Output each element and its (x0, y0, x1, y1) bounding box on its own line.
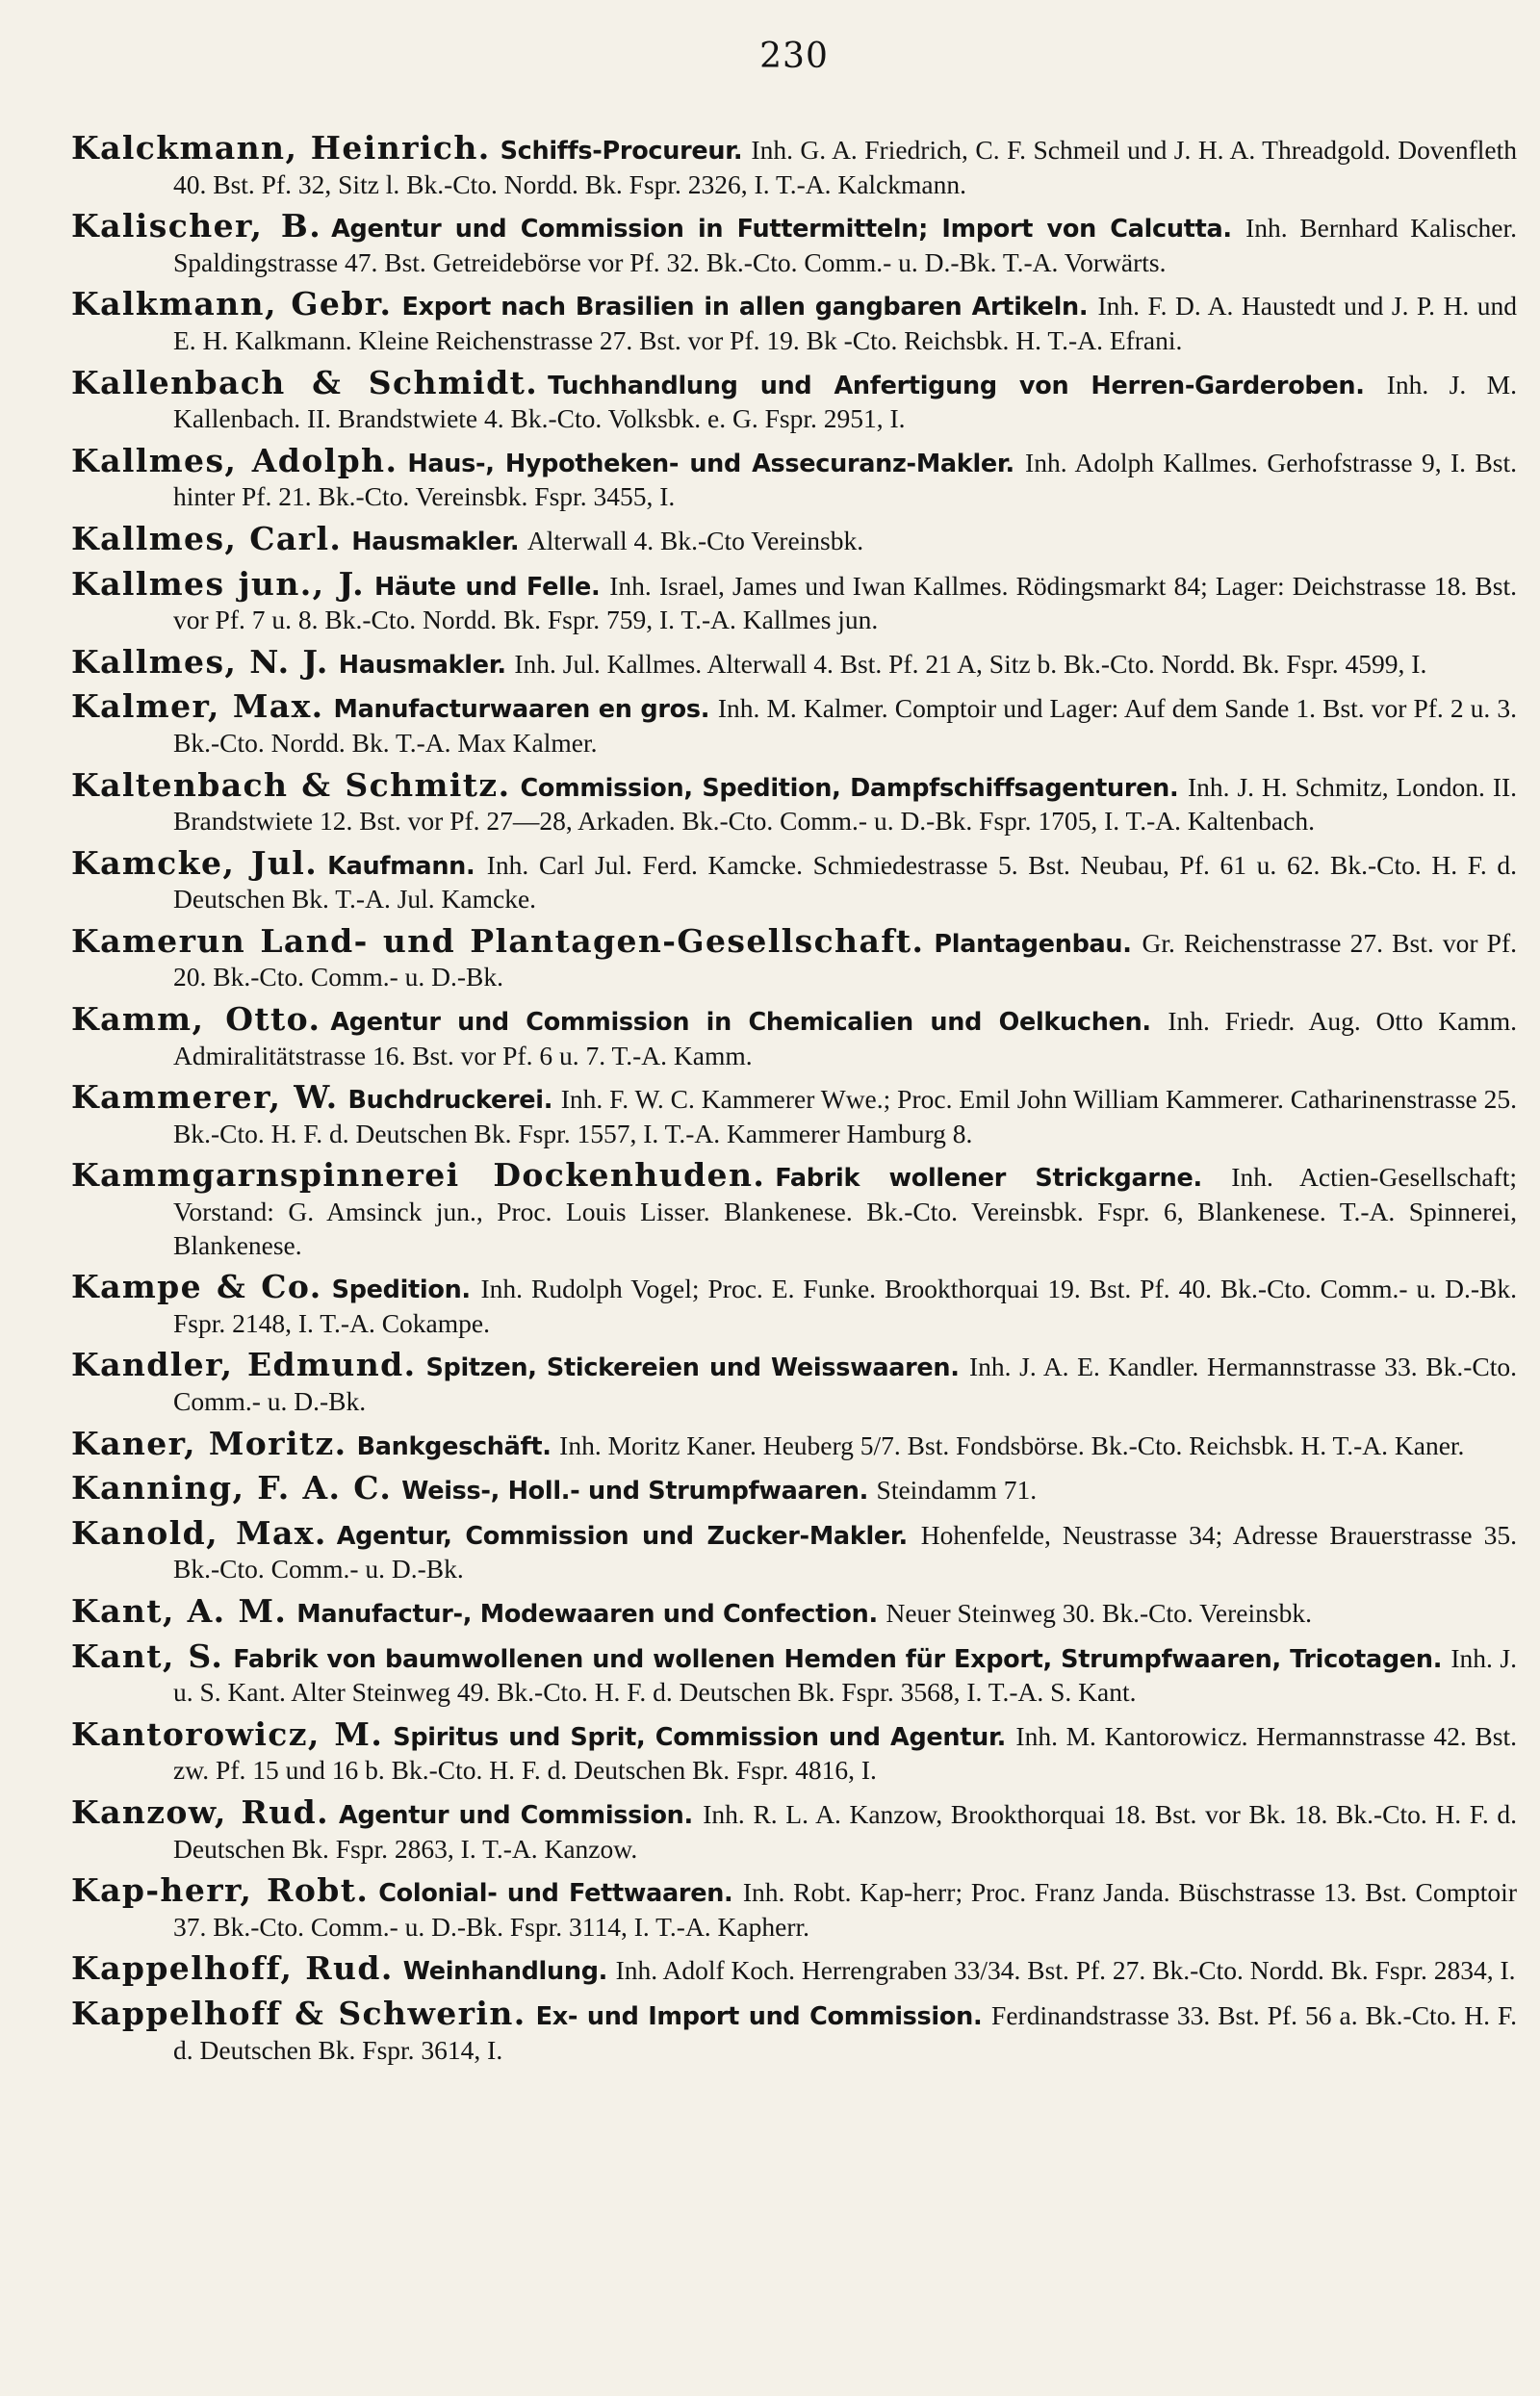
firm-name: Kammgarnspinnerei Dockenhuden. (71, 1156, 766, 1195)
directory-entry (71, 843, 1517, 916)
firm-details: Inh. F. D. A. Haustedt und J. P. H. und E. H. Kalkmann. Kleine Reichenstrasse 27. Bst. vor Pf. 19. Bk -Cto. Reichsbk. H. T.-A. Efrani. (173, 291, 1518, 355)
firm-name: Kant, A. M. (71, 1591, 288, 1630)
firm-name: Kamerun Land- und Plantagen-Gesellschaft. (71, 921, 925, 960)
directory-entry (71, 765, 1518, 838)
directory-entry (71, 1792, 1517, 1866)
firm-details: Inh. F. W. C. Kammerer Wwe.; Proc. Emil John William Kammerer. Catharinenstrasse 25. Bk.-Cto. H. F. d. Deutschen Bk. Fspr. 1557, I. T.-A. Kammerer Hamburg 8. (173, 1084, 1517, 1148)
business-description: Haus-, Hypotheken- und Assecuranz-Makler. (407, 449, 1026, 478)
firm-details: Inh. Robt. Kap-herr; Proc. Franz Janda. Büschstrasse 13. Bst. Comptoir 37. Bk.-Cto. Comm.- u. D.-Bk. Fspr. 3114, I. T.-A. Kapherr. (173, 1877, 1517, 1942)
business-description: Weinhandlung. (402, 1957, 616, 1987)
directory-entry (71, 687, 1517, 760)
business-description: Buchdruckerei. (347, 1086, 561, 1116)
directory-entry (71, 1156, 1518, 1262)
firm-name: Kaltenbach & Schmitz. (71, 765, 511, 804)
directory-entry (71, 1994, 1517, 2067)
directory-entry (71, 1268, 1517, 1340)
firm-details: Inh. Israel, James und Iwan Kallmes. Rödingsmarkt 84; Lager: Deichstrasse 18. Bst. vor Pf. 7 u. 8. Bk.-Cto. Nordd. Bk. Fspr. 759, I. T.-A. Kallmes jun. (173, 570, 1517, 635)
business-description: Spedition. (331, 1275, 481, 1305)
firm-details: Inh. J. M. Kallenbach. II. Brandstwiete 4. Bk.-Cto. Volksbk. e. G. Fspr. 2951, I. (173, 369, 1518, 434)
firm-details: Gr. Reichenstrasse 27. Bst. vor Pf. 20. Bk.-Cto. Comm.- u. D.-Bk. (173, 927, 1517, 992)
directory-entry (71, 1346, 1517, 1418)
firm-name: Kalckmann, Heinrich. (71, 129, 491, 167)
firm-name: Kanzow, Rud. (71, 1792, 330, 1831)
business-description: Agentur, Commission und Zucker-Makler. (336, 1521, 921, 1551)
firm-name: Kanning, F. A. C. (71, 1469, 393, 1507)
business-description: Spiritus und Sprit, Commission und Agentur. (393, 1722, 1016, 1752)
firm-name: Kallmes jun., J. (71, 564, 365, 603)
directory-entry (71, 1871, 1517, 1944)
firm-details: Inh. Bernhard Kalischer. Spaldingstrasse 47. Bst. Getreidebörse vor Pf. 32. Bk.-Cto. Comm.- u. D.-Bk. T.-A. Vorwärts. (173, 213, 1518, 277)
page-number: 230 (759, 37, 829, 76)
business-description: Häute und Felle. (374, 572, 610, 602)
firm-name: Kallmes, Carl. (71, 519, 343, 557)
business-description: Fabrik von baumwollenen und wollenen Hemden für Export, Strumpfwaaren, Tricotagen. (233, 1644, 1451, 1674)
firm-name: Kallmes, Adolph. (71, 441, 398, 479)
firm-details: Alterwall 4. Bk.-Cto Vereinsbk. (526, 525, 864, 555)
directory-entry (71, 441, 1518, 514)
firm-details: Steindamm 71. (876, 1475, 1038, 1506)
firm-details: Inh. Adolph Kallmes. Gerhofstrasse 9, I. Bst. hinter Pf. 21. Bk.-Cto. Vereinsbk. Fspr. 3455, I. (173, 447, 1518, 512)
firm-details: Ferdinandstrasse 33. Bst. Pf. 56 a. Bk.-Cto. H. F. d. Deutschen Bk. Fspr. 3614, I. (173, 1999, 1517, 2065)
firm-details: Neuer Steinweg 30. Bk.-Cto. Vereinsbk. (886, 1597, 1312, 1628)
firm-name: Kandler, Edmund. (71, 1346, 417, 1384)
firm-name: Kaner, Moritz. (71, 1424, 347, 1462)
firm-details: Hohenfelde, Neustrasse 34; Adresse Brauerstrasse 35. Bk.-Cto. Comm.- u. D.-Bk. (173, 1519, 1517, 1584)
firm-name: Kamcke, Jul. (71, 843, 319, 882)
directory-entry (71, 921, 1517, 994)
directory-entry (71, 1424, 1517, 1464)
firm-name: Kamm, Otto. (71, 1000, 321, 1039)
business-description: Schiffs-Procureur. (500, 137, 752, 166)
firm-details: Inh. M. Kantorowicz. Hermannstrasse 42. Bst. zw. Pf. 15 und 16 b. Bk.-Cto. H. F. d. Deutschen Bk. Fspr. 4816, I. (173, 1720, 1517, 1786)
firm-name: Kalkmann, Gebr. (71, 285, 393, 323)
firm-name: Kallmes, N. J. (71, 642, 329, 681)
firm-details: Inh. G. A. Friedrich, C. F. Schmeil und J. H. A. Threadgold. Dovenfleth 40. Bst. Pf. 32, Sitz l. Bk.-Cto. Nordd. Bk. Fspr. 2326, I. T.-A. Kalckmann. (173, 135, 1517, 199)
business-description: Agentur und Commission in Chemicalien und Oelkuchen. (330, 1008, 1168, 1038)
business-description: Ex- und Import und Commission. (535, 2001, 992, 2031)
directory-entry (71, 1078, 1517, 1150)
directory-entry (71, 129, 1517, 201)
firm-name: Kanold, Max. (71, 1513, 327, 1552)
directory-entry (71, 1591, 1517, 1632)
directory-entry (71, 1714, 1517, 1788)
business-description: Weiss-, Holl.- und Strumpfwaaren. (401, 1477, 877, 1507)
directory-entry (71, 1636, 1517, 1710)
firm-details: Inh. J. u. S. Kant. Alter Steinweg 49. Bk.-Cto. H. F. d. Deutschen Bk. Fspr. 3568, I. T.-A. S. Kant. (173, 1642, 1517, 1708)
directory-entry (71, 1469, 1517, 1508)
directory-entry (71, 1000, 1517, 1072)
business-description: Agentur und Commission in Futtermitteln; Import von Calcutta. (331, 215, 1246, 245)
business-description: Bankgeschäft. (356, 1431, 560, 1461)
business-description: Hausmakler. (351, 527, 527, 556)
firm-details: Inh. J. H. Schmitz, London. II. Brandstwiete 12. Bst. vor Pf. 27—28, Arkaden. Bk.-Cto. Comm.- u. D.-Bk. Fspr. 1705, I. T.-A. Kaltenbach. (173, 771, 1518, 837)
directory-entry (71, 363, 1518, 436)
firm-name: Kalmer, Max. (71, 687, 324, 726)
firm-details: Inh. Jul. Kallmes. Alterwall 4. Bst. Pf. 21 A, Sitz b. Bk.-Cto. Nordd. Bk. Fspr. 4599, I. (514, 648, 1427, 679)
business-description: Hausmakler. (338, 650, 515, 680)
firm-details: Inh. Moritz Kaner. Heuberg 5/7. Bst. Fondsbörse. Bk.-Cto. Reichsbk. H. T.-A. Kaner. (559, 1430, 1465, 1460)
firm-details: Inh. R. L. A. Kanzow, Brookthorquai 18. Bst. vor Bk. 18. Bk.-Cto. H. F. d. Deutschen Bk. Fspr. 2863, I. T.-A. Kanzow. (173, 1798, 1517, 1864)
directory-entry (71, 285, 1518, 357)
business-description: Colonial- und Fettwaaren. (378, 1879, 743, 1909)
business-description: Kaufmann. (327, 851, 487, 881)
business-description: Spitzen, Stickereien und Weisswaaren. (425, 1353, 969, 1383)
firm-name: Kappelhoff & Schwerin. (71, 1994, 526, 2032)
business-description: Fabrik wollener Strickgarne. (775, 1164, 1232, 1194)
business-description: Plantagenbau. (934, 929, 1142, 959)
firm-details: Inh. Actien-Gesellschaft; Vorstand: G. Amsinck jun., Proc. Louis Lisser. Blankenese. Bk.-Cto. Vereinsbk. Fspr. 6, Blankenese. T.-A. Spinnerei, Blankenese. (173, 1162, 1518, 1260)
firm-name: Kant, S. (71, 1636, 224, 1675)
firm-details: Inh. Carl Jul. Ferd. Kamcke. Schmiedestrasse 5. Bst. Neubau, Pf. 61 u. 62. Bk.-Cto. H. F. d. Deutschen Bk. T.-A. Jul. Kamcke. (173, 849, 1517, 915)
business-description: Export nach Brasilien in allen gangbaren Artikeln. (401, 293, 1098, 322)
firm-name: Kalischer, B. (71, 207, 322, 245)
firm-name: Kallenbach & Schmidt. (71, 363, 539, 401)
entry-list (71, 129, 1518, 2075)
firm-details: Inh. Friedr. Aug. Otto Kamm. Admiralitätstrasse 16. Bst. vor Pf. 6 u. 7. T.-A. Kamm. (173, 1006, 1517, 1070)
business-description: Manufacturwaaren en gros. (333, 695, 718, 725)
directory-entry (71, 1513, 1517, 1586)
business-description: Manufactur-, Modewaaren und Confection. (296, 1599, 886, 1629)
business-description: Agentur und Commission. (339, 1800, 704, 1830)
firm-details: Inh. M. Kalmer. Comptoir und Lager: Auf dem Sande 1. Bst. vor Pf. 2 u. 3. Bk.-Cto. Nordd. Bk. T.-A. Max Kalmer. (173, 693, 1517, 758)
firm-details: Inh. J. A. E. Kandler. Hermannstrasse 33. Bk.-Cto. Comm.- u. D.-Bk. (173, 1352, 1517, 1416)
firm-name: Kappelhoff, Rud. (71, 1949, 394, 1988)
firm-name: Kampe & Co. (71, 1268, 322, 1306)
directory-entry (71, 642, 1517, 683)
directory-entry (71, 519, 1517, 559)
directory-entry (71, 207, 1518, 279)
directory-entry (71, 564, 1517, 637)
firm-details: Inh. Adolf Koch. Herrengraben 33/34. Bst. Pf. 27. Bk.-Cto. Nordd. Bk. Fspr. 2834, I. (615, 1955, 1516, 1986)
directory-entry (71, 1949, 1517, 1989)
firm-name: Kap-herr, Robt. (71, 1871, 370, 1910)
business-description: Tuchhandlung und Anfertigung von Herren-Garderoben. (548, 371, 1387, 400)
firm-name: Kantorowicz, M. (71, 1714, 384, 1753)
firm-details: Inh. Rudolph Vogel; Proc. E. Funke. Brookthorquai 19. Bst. Pf. 40. Bk.-Cto. Comm.- u. D.-Bk. Fspr. 2148, I. T.-A. Cokampe. (173, 1274, 1517, 1338)
business-description: Commission, Spedition, Dampfschiffsagenturen. (520, 773, 1188, 803)
firm-name: Kammerer, W. (71, 1078, 339, 1117)
